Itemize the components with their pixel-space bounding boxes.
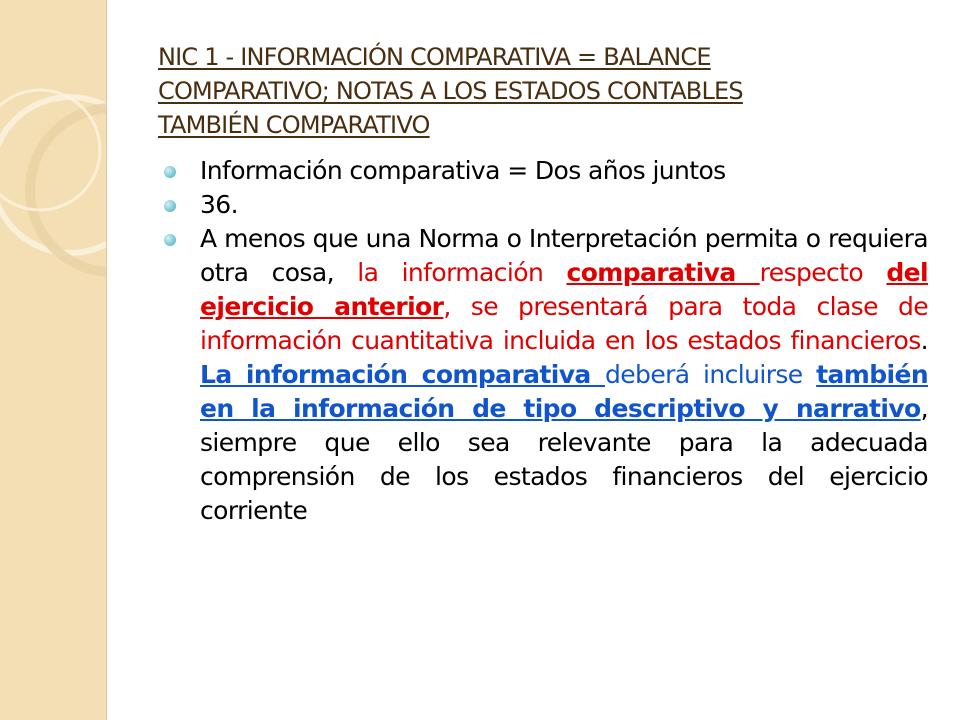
bullet-item-comparative-info xyxy=(160,154,928,188)
paragraph-text: A menos que una Norma o Interpretación permita o requiera otra cosa, xyxy=(200,224,928,287)
red-text: la información xyxy=(357,258,567,287)
red-text: respecto xyxy=(759,258,887,287)
blue-text: deberá incluirse xyxy=(605,360,817,389)
bullet-icon xyxy=(164,200,176,212)
blue-underlined-text: La información comparativa xyxy=(200,360,605,389)
bullet-icon xyxy=(164,234,176,246)
title-line-2: COMPARATIVO; NOTAS A LOS ESTADOS CONTABLES xyxy=(158,77,743,105)
paragraph-text: . xyxy=(920,326,928,355)
paragraph-text: , siempre que ello sea relevante para la adecuada comprensión de los estados financieros del ejercicio corriente xyxy=(200,394,928,525)
title-line-1: NIC 1 - INFORMACIÓN COMPARATIVA = BALANCE xyxy=(158,43,711,71)
decorative-circles-icon xyxy=(0,0,106,720)
red-underlined-text: comparativa xyxy=(566,258,760,287)
bullet-icon xyxy=(164,166,176,178)
blue-underlined-text: también en la información de tipo descriptivo y narrativo xyxy=(200,360,929,423)
decorative-sidebar xyxy=(0,0,107,720)
bullet-text: Información comparativa = Dos años juntos xyxy=(200,156,726,185)
red-underlined-text: del ejercicio anterior xyxy=(200,258,929,321)
bullet-text: 36. xyxy=(200,190,238,219)
title-line-3: TAMBIÉN COMPARATIVO xyxy=(158,111,430,139)
bullet-item-36 xyxy=(160,188,928,222)
red-text: , se presentará para toda clase de información cuantitativa incluida en los estados financieros xyxy=(200,292,928,355)
bullet-list xyxy=(160,154,928,528)
slide-title xyxy=(158,40,878,142)
bullet-item-paragraph xyxy=(160,222,928,528)
